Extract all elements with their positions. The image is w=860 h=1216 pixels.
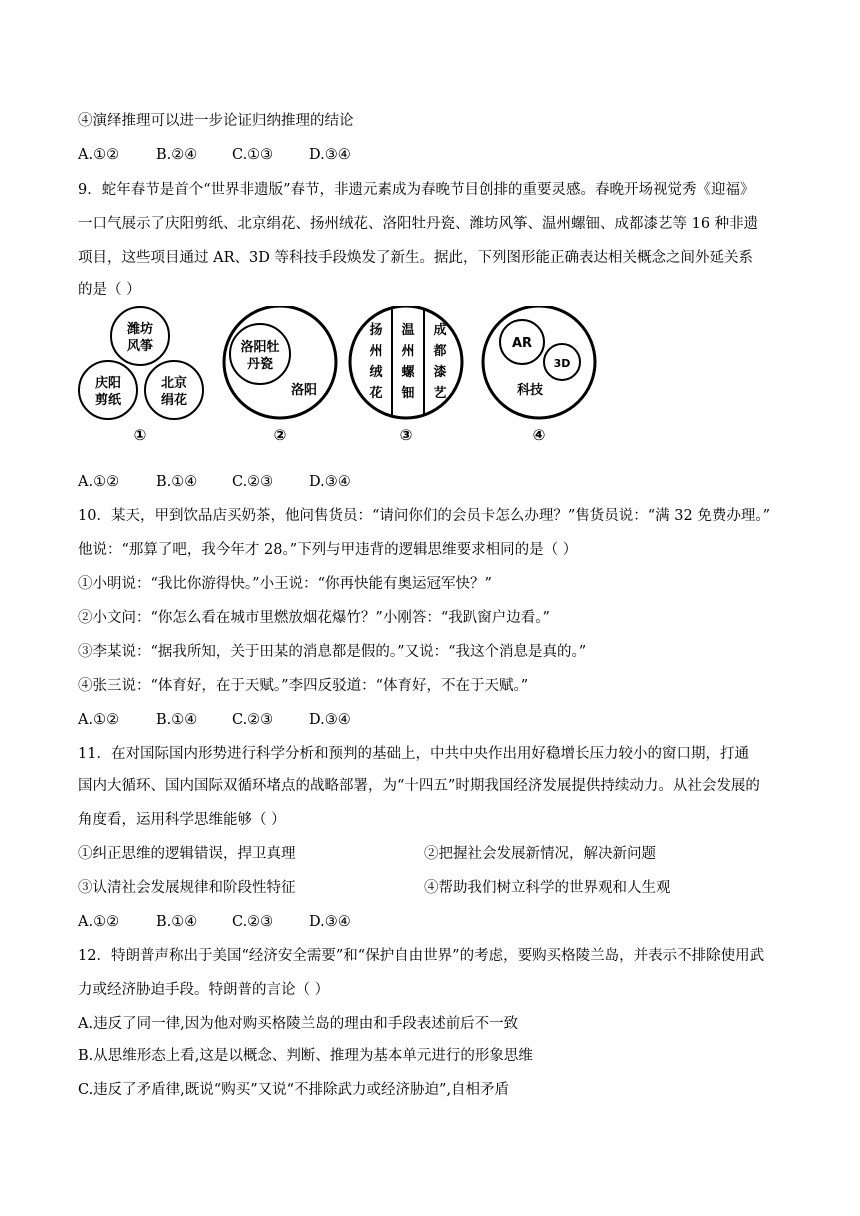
q12-text-line2: 力或经济胁迫手段。特朗普的言论（ ）: [78, 982, 330, 998]
fig2-outer-label: 洛阳: [290, 383, 318, 398]
q10-option-a: A.①②: [78, 712, 120, 728]
fig3-col3-c2: 都: [433, 344, 447, 359]
fig3-col3-c4: 艺: [433, 386, 447, 401]
q12-text-line1: 12．特朗普声称出于美国“经济安全需要”和“保护自由世界”的考虑，要购买格陵兰岛，并表示不排除使用武: [78, 948, 765, 964]
q9-option-d: D.③④: [309, 474, 351, 490]
q11-text-line2: 国内大循环、国内国际双循环堵点的战略部署，为“十四五”时期我国经济发展提供持续动力。从社会发展的: [78, 778, 760, 794]
q10-text-line2: 他说：“那算了吧，我今年才 28。”下列与甲违背的逻辑思维要求相同的是（ ）: [78, 542, 578, 558]
q9-option-a: A.①②: [78, 474, 120, 490]
q10-options: [78, 710, 351, 730]
q11-option-d: D.③④: [309, 914, 351, 930]
fig3-col2-c1: 温: [401, 323, 415, 338]
q11-item1: ①纠正思维的逻辑错误，捍卫真理: [78, 846, 296, 862]
fig3-col2-c4: 钿: [401, 386, 415, 401]
q11-text-line1: 11．在对国际国内形势进行科学分析和预判的基础上，中共中央作出用好稳增长压力较小的窗口期，打通: [78, 746, 749, 762]
fig1-left-line1: 庆阳: [94, 376, 122, 391]
fig2-number: ②: [273, 426, 287, 444]
q10-option-d: D.③④: [309, 712, 351, 728]
q10-text-line1: 10．某天，甲到饮品店买奶茶，他问售货员：“请问你们的会员卡怎么办理？”售货员说：“满 32 免费办理。”: [78, 508, 771, 524]
fig3-col3-c3: 漆: [433, 365, 447, 380]
fig2-inner-line2: 丹瓷: [246, 357, 274, 372]
q12-option-c: C.违反了矛盾律,既说“购买”又说“不排除武力或经济胁迫”,自相矛盾: [78, 1082, 510, 1098]
fig4-outer-circle: [483, 306, 595, 418]
q11-item3: ③认清社会发展规律和阶段性特征: [78, 880, 296, 896]
fig3-number: ③: [399, 426, 413, 444]
q11-item2: ②把握社会发展新情况，解决新问题: [424, 846, 656, 862]
q8-item4: ④演绎推理可以进一步论证归纳推理的结论: [78, 113, 354, 129]
q9-option-b: B.①④: [156, 474, 198, 490]
q10-option-c: C.②③: [232, 712, 274, 728]
q9-option-c: C.②③: [232, 474, 274, 490]
fig1-left-line2: 剪纸: [94, 393, 122, 408]
fig3-col1-c3: 绒: [369, 365, 383, 380]
q8-options: [78, 145, 351, 165]
fig3-col2-c3: 螺: [401, 365, 415, 380]
q9-options: [78, 472, 351, 492]
fig4-3d-label: 3D: [553, 357, 571, 370]
fig1-top-line1: 潍坊: [126, 322, 154, 337]
q9-text-line3: 项目，这些项目通过 AR、3D 等科技手段焕发了新生。据此，下列图形能正确表达相关概念之间外延关系: [78, 250, 753, 266]
q11-options: [78, 912, 351, 932]
q8-option-c: C.①③: [232, 147, 274, 163]
fig4-outer-label: 科技: [516, 383, 544, 398]
fig3-col3-c1: 成: [433, 323, 447, 338]
fig3-col2-c2: 州: [401, 344, 415, 359]
fig2-inner-line1: 洛阳牡: [240, 340, 280, 355]
fig4-ar-label: AR: [511, 336, 533, 351]
q11-option-a: A.①②: [78, 914, 120, 930]
fig2-outer-circle: [224, 306, 336, 418]
q8-option-a: A.①②: [78, 147, 120, 163]
q11-option-b: B.①④: [156, 914, 198, 930]
fig1-right-line2: 绢花: [160, 393, 188, 408]
fig1-top-line2: 风筝: [126, 339, 154, 354]
q10-option-b: B.①④: [156, 712, 198, 728]
q10-item4: ④张三说：“体育好，在于天赋。”李四反驳道：“体育好，不在于天赋。”: [78, 678, 529, 694]
q10-item3: ③李某说：“据我所知，关于田某的消息都是假的。”又说：“我这个消息是真的。”: [78, 644, 587, 660]
q10-item1: ①小明说：“我比你游得快。”小王说：“你再快能有奥运冠军快？”: [78, 576, 492, 592]
q11-text-line3: 角度看，运用科学思维能够（ ）: [78, 812, 286, 828]
q11-item4: ④帮助我们树立科学的世界观和人生观: [424, 880, 671, 896]
q8-option-b: B.②④: [156, 147, 198, 163]
fig1-right-line1: 北京: [160, 376, 188, 391]
q9-text-line2: 一口气展示了庆阳剪纸、北京绢花、扬州绒花、洛阳牡丹瓷、潍坊风筝、温州螺钿、成都漆艺等 16 种非遗: [78, 216, 759, 232]
fig3-col1-c4: 花: [369, 386, 383, 401]
fig3-col1-c1: 扬: [369, 323, 383, 338]
q9-text-line1: 9．蛇年春节是首个“世界非遗版”春节，非遗元素成为春晚节目创排的重要灵感。春晚开场视觉秀《迎福》: [78, 182, 755, 198]
fig3-col1-c2: 州: [369, 344, 383, 359]
q9-diagrams: [78, 306, 618, 452]
q9-text-line4: 的是（ ）: [78, 282, 141, 298]
q12-option-a: A.违反了同一律,因为他对购买格陵兰岛的理由和手段表述前后不一致: [78, 1016, 519, 1032]
q10-item2: ②小文问：“你怎么看在城市里燃放烟花爆竹？”小刚答：“我趴窗户边看。”: [78, 610, 550, 626]
fig1-number: ①: [133, 426, 147, 444]
q11-option-c: C.②③: [232, 914, 274, 930]
fig4-number: ④: [532, 426, 546, 444]
q8-option-d: D.③④: [309, 147, 351, 163]
q12-option-b: B.从思维形态上看,这是以概念、判断、推理为基本单元进行的形象思维: [78, 1048, 533, 1064]
